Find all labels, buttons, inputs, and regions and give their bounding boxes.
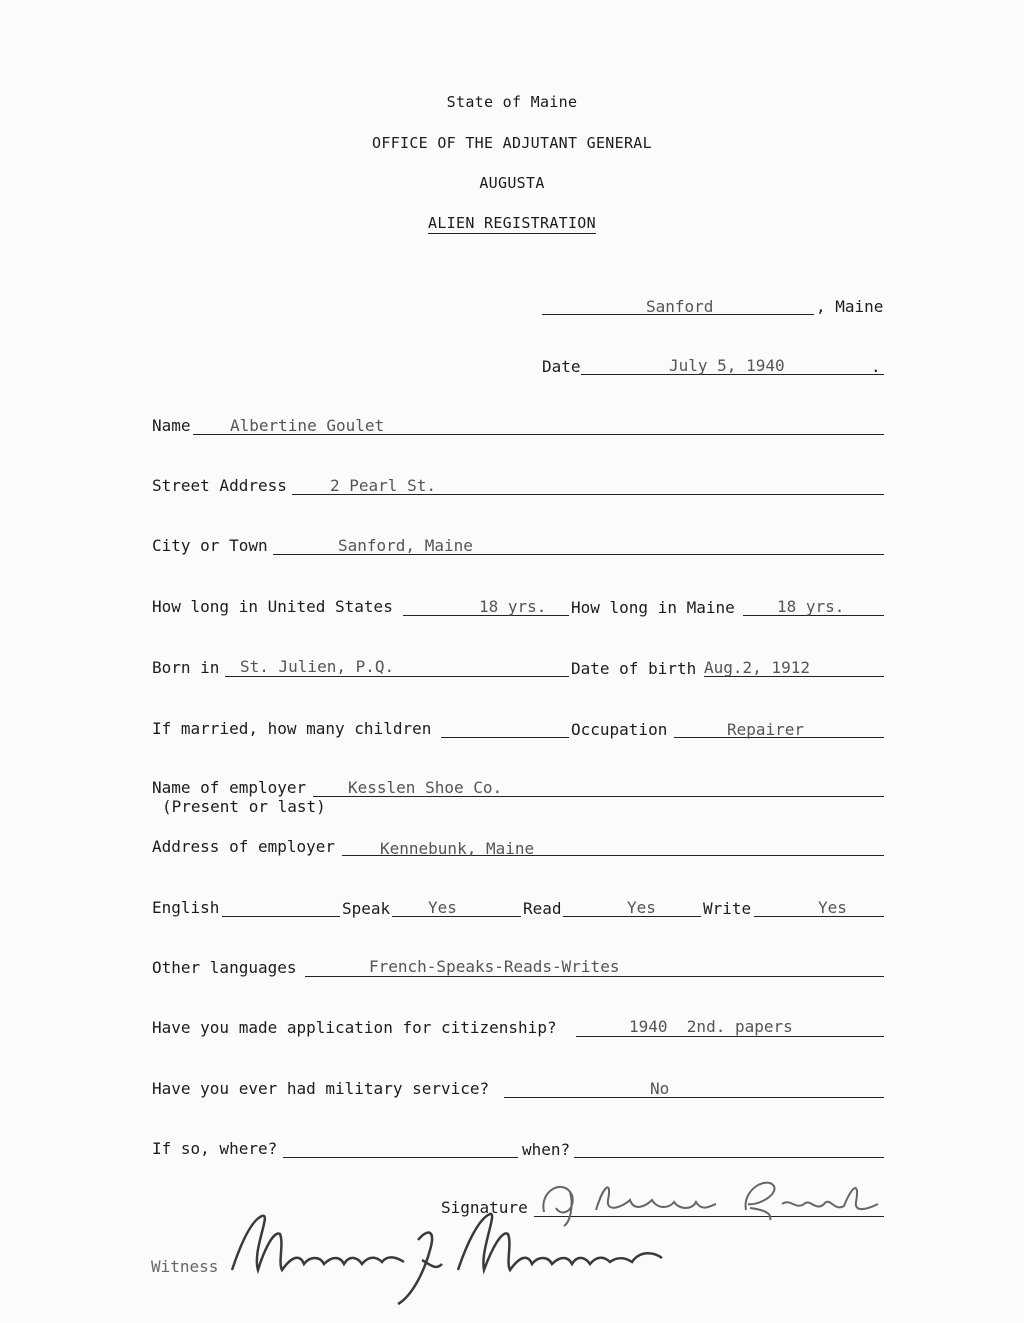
when-line <box>574 1157 884 1158</box>
employer-value: Kesslen Shoe Co. <box>348 778 503 797</box>
employer-sublabel: (Present or last) <box>162 797 326 816</box>
write-value: Yes <box>818 898 847 917</box>
form-title: ALIEN REGISTRATION <box>428 214 596 232</box>
other-languages-line <box>305 976 884 977</box>
born-in-line <box>225 676 569 677</box>
maine-duration-label: How long in Maine <box>571 598 735 617</box>
read-value: Yes <box>627 898 656 917</box>
english-line <box>222 916 340 917</box>
maine-duration-value: 18 yrs. <box>777 597 845 616</box>
children-line <box>441 737 569 738</box>
when-label: when? <box>522 1140 571 1159</box>
employer-address-value: Kennebunk, Maine <box>380 839 535 858</box>
witness-scribble <box>222 1200 672 1310</box>
employer-address-label: Address of employer <box>152 837 336 856</box>
citizenship-value: 1940 2nd. papers <box>629 1017 793 1036</box>
other-languages-label: Other languages <box>152 958 297 977</box>
born-in-label: Born in <box>152 658 220 677</box>
write-label: Write <box>703 899 752 918</box>
dob-value: Aug.2, 1912 <box>704 658 810 677</box>
read-label: Read <box>523 899 562 918</box>
place-suffix: , Maine <box>816 297 884 316</box>
citizenship-line <box>576 1036 884 1037</box>
military-line <box>504 1097 884 1098</box>
military-label: Have you ever had military service? <box>152 1079 490 1098</box>
witness-label: Witness <box>151 1257 219 1276</box>
us-duration-label: How long in United States <box>152 597 393 616</box>
employer-label: Name of employer <box>152 778 307 797</box>
other-languages-value: French-Speaks-Reads-Writes <box>369 957 620 976</box>
english-label: English <box>152 898 220 917</box>
us-duration-value: 18 yrs. <box>479 597 547 616</box>
city-label: City or Town <box>152 536 268 555</box>
name-value: Albertine Goulet <box>230 416 385 435</box>
date-value: July 5, 1940 <box>669 356 785 375</box>
date-period: . <box>871 357 881 376</box>
street-value: 2 Pearl St. <box>330 476 436 495</box>
place-value: Sanford <box>646 297 714 316</box>
street-label: Street Address <box>152 476 287 495</box>
city-value: Sanford, Maine <box>338 536 473 555</box>
citizenship-label: Have you made application for citizenship? <box>152 1018 557 1037</box>
speak-value: Yes <box>428 898 457 917</box>
where-line <box>283 1157 518 1158</box>
military-value: No <box>650 1079 670 1098</box>
signature-label: Signature <box>441 1198 528 1217</box>
where-label: If so, where? <box>152 1139 278 1158</box>
office-heading: OFFICE OF THE ADJUTANT GENERAL <box>372 134 652 152</box>
occupation-label: Occupation <box>571 720 668 739</box>
born-in-value: St. Julien, P.Q. <box>240 657 395 676</box>
speak-label: Speak <box>342 899 391 918</box>
occupation-value: Repairer <box>727 720 805 739</box>
dob-label: Date of birth <box>571 659 697 678</box>
children-label: If married, how many children <box>152 719 432 738</box>
city-heading: AUGUSTA <box>479 174 545 192</box>
date-label: Date <box>542 357 581 376</box>
state-heading: State of Maine <box>446 93 578 111</box>
name-label: Name <box>152 416 191 435</box>
